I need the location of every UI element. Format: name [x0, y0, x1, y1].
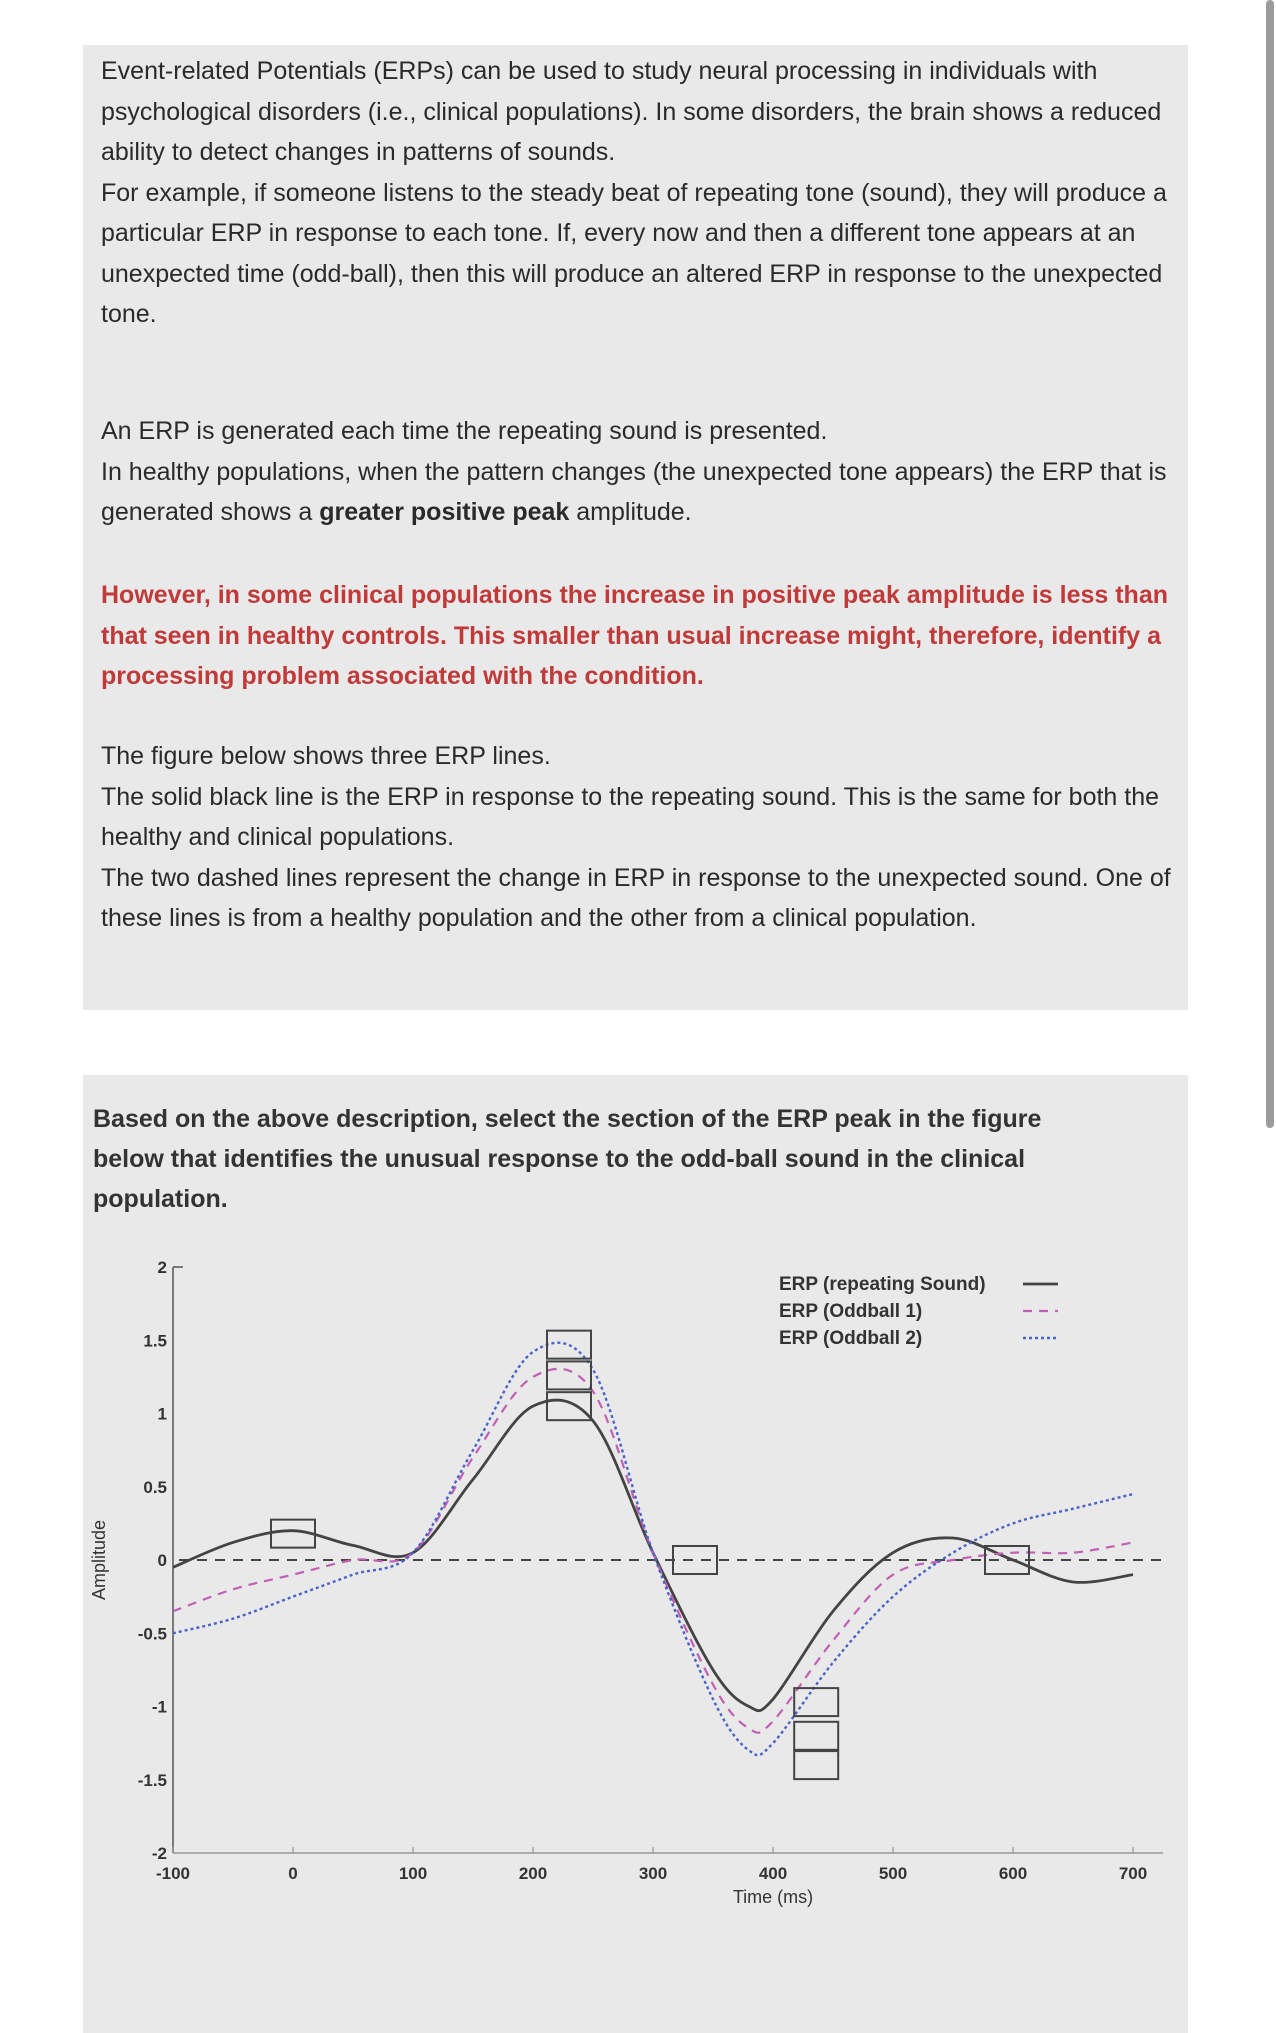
- selection-box-2[interactable]: [547, 1331, 591, 1359]
- y-axis-title: Amplitude: [89, 1519, 109, 1601]
- erp-description-post: amplitude.: [569, 498, 692, 526]
- y-tick-label: 1.5: [143, 1331, 167, 1351]
- selection-box-4[interactable]: [547, 1392, 591, 1420]
- x-tick-label: 200: [518, 1864, 548, 1883]
- clinical-note-text: However, in some clinical populations the increase in positive peak amplitude is less than that seen in healthy controls. This smaller than usual increase might, therefore, identify a processing problem associated with the condition.: [101, 581, 1168, 690]
- clinical-note: [101, 575, 1176, 697]
- erp-chart-svg: [83, 1235, 1188, 2033]
- x-tick-label: 400: [758, 1864, 788, 1883]
- legend-label-2: ERP (Oddball 1): [779, 1301, 923, 1322]
- figure-description-line-2: The solid black line is the ERP in response to the repeating sound. This is the same for both the healthy and clinical populations.: [101, 782, 1160, 851]
- intro-paragraph-2: For example, if someone listens to the steady beat of repeating tone (sound), they will produce a particular ERP in response to each tone. If, every now and then a different tone appears at an unexpected time (odd-ball), then this will produce an altered ERP in response to the unexpected tone.: [101, 178, 1167, 328]
- y-tick-label: 0: [157, 1551, 167, 1570]
- selection-box-6[interactable]: [794, 1688, 838, 1716]
- x-tick-label: -100: [155, 1864, 191, 1883]
- y-tick-label: 0.5: [143, 1477, 167, 1497]
- intro-paragraph-1: Event-related Potentials (ERPs) can be used to study neural processing in individuals with psychological disorders (i.e., clinical populations). In some disorders, the brain shows a reduced ability to detect changes in patterns of sounds.: [101, 57, 1162, 166]
- erp-description-pre: In healthy populations, when the pattern changes (the unexpected tone appears) the ERP that is generated shows a: [101, 457, 1167, 526]
- question-panel: [83, 1075, 1188, 2033]
- y-tick-label: 2: [157, 1258, 167, 1277]
- erp-chart: [83, 1235, 1188, 2033]
- x-tick-label: 300: [638, 1864, 668, 1883]
- x-axis-title: Time (ms): [732, 1887, 814, 1907]
- x-tick-label: 700: [1118, 1864, 1148, 1883]
- figure-description-line-3: The two dashed lines represent the change in ERP in response to the unexpected sound. One of these lines is from a healthy population and the other from a clinical population.: [101, 863, 1171, 932]
- y-tick-label: -1: [151, 1697, 167, 1717]
- selection-box-8[interactable]: [794, 1751, 838, 1779]
- figure-description: [101, 736, 1176, 939]
- erp-description-line-2: [101, 452, 1176, 533]
- y-tick-label: -0.5: [137, 1624, 167, 1644]
- erp-description: [101, 411, 1176, 533]
- scrollbar-thumb[interactable]: [1266, 0, 1274, 1128]
- y-tick-label: 1: [157, 1404, 167, 1424]
- description-panel: [83, 45, 1188, 1010]
- scrollbar[interactable]: [1262, 0, 1276, 1140]
- selection-box-7[interactable]: [794, 1722, 838, 1750]
- intro-text: [101, 51, 1176, 335]
- selection-box-3[interactable]: [547, 1361, 591, 1389]
- legend-label-3: ERP (Oddball 2): [779, 1328, 923, 1349]
- erp-description-bold: greater positive peak: [319, 498, 570, 526]
- legend-label-1: ERP (repeating Sound): [779, 1274, 986, 1295]
- y-tick-label: -1.5: [137, 1770, 167, 1790]
- figure-description-line-1: The figure below shows three ERP lines.: [101, 742, 551, 770]
- x-tick-label: 600: [998, 1864, 1028, 1883]
- y-tick-label: -2: [151, 1844, 167, 1863]
- x-tick-label: 500: [878, 1864, 908, 1883]
- question-text: Based on the above description, select the section of the ERP peak in the figure below that identifies the unusual response to the odd-ball sound in the clinical population.: [93, 1105, 1042, 1213]
- x-tick-label: 0: [288, 1864, 298, 1883]
- x-tick-label: 100: [398, 1864, 428, 1883]
- erp-description-line-1: An ERP is generated each time the repeating sound is presented.: [101, 417, 828, 445]
